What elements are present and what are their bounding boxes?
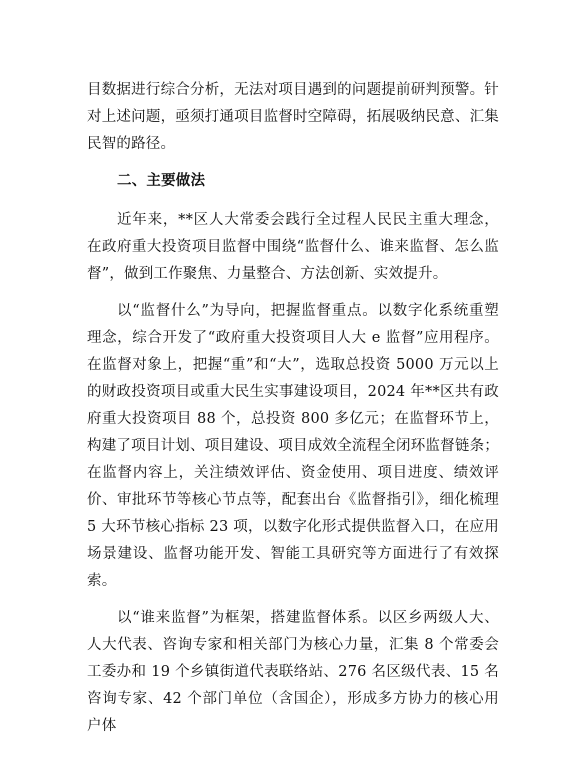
section-heading: 二、主要做法 [117,173,206,189]
document-body [87,77,499,750]
paragraph-what-to-supervise: 以“监督什么”为导向，把握监督重点。以数字化系统重塑理念，综合开发了“政府重大投资项目人大 e 监督”应用程序。在监督对象上，把握“重”和“大”，选取总投资 5000 万元以上的财政投资项目或重大民生实事建设项目，2024 年**区共有政府重大投资项目 88 个，总投资 800 多亿元；在监督环节上，构建了项目计划、项目建设、项目成效全流程全闭环监督链条；在监督内容上，关注绩效评估、资金使用、项目进度、绩效评价、审批环节等核心节点等，配套出台《监督指引》，细化梳理 5 大环节核心指标 23 项，以数字化形式提供监督入口，在应用场景建设、监督功能开发、智能工具研究等方面进行了有效探索。 [87,303,499,589]
paragraph-intro: 近年来，**区人大常委会践行全过程人民民主重大理念，在政府重大投资项目监督中围绕“监督什么、谁来监督、怎么监督”，做到工作聚焦、力量整合、方法创新、实效提升。 [87,212,499,282]
paragraph-who-supervises: 以“谁来监督”为框架，搭建监督体系。以区乡两级人大、人大代表、咨询专家和相关部门为核心力量，汇集 8 个常委会工委办和 19 个乡镇街道代表联络站、276 名区级代表、15 名咨询专家、42 个部门单位（含国企），形成多方协力的核心用户体 [87,610,499,734]
paragraph-continuation: 目数据进行综合分析，无法对项目遇到的问题提前研判预警。针对上述问题，亟须打通项目监督时空障碍，拓展吸纳民意、汇集民智的路径。 [87,82,499,152]
